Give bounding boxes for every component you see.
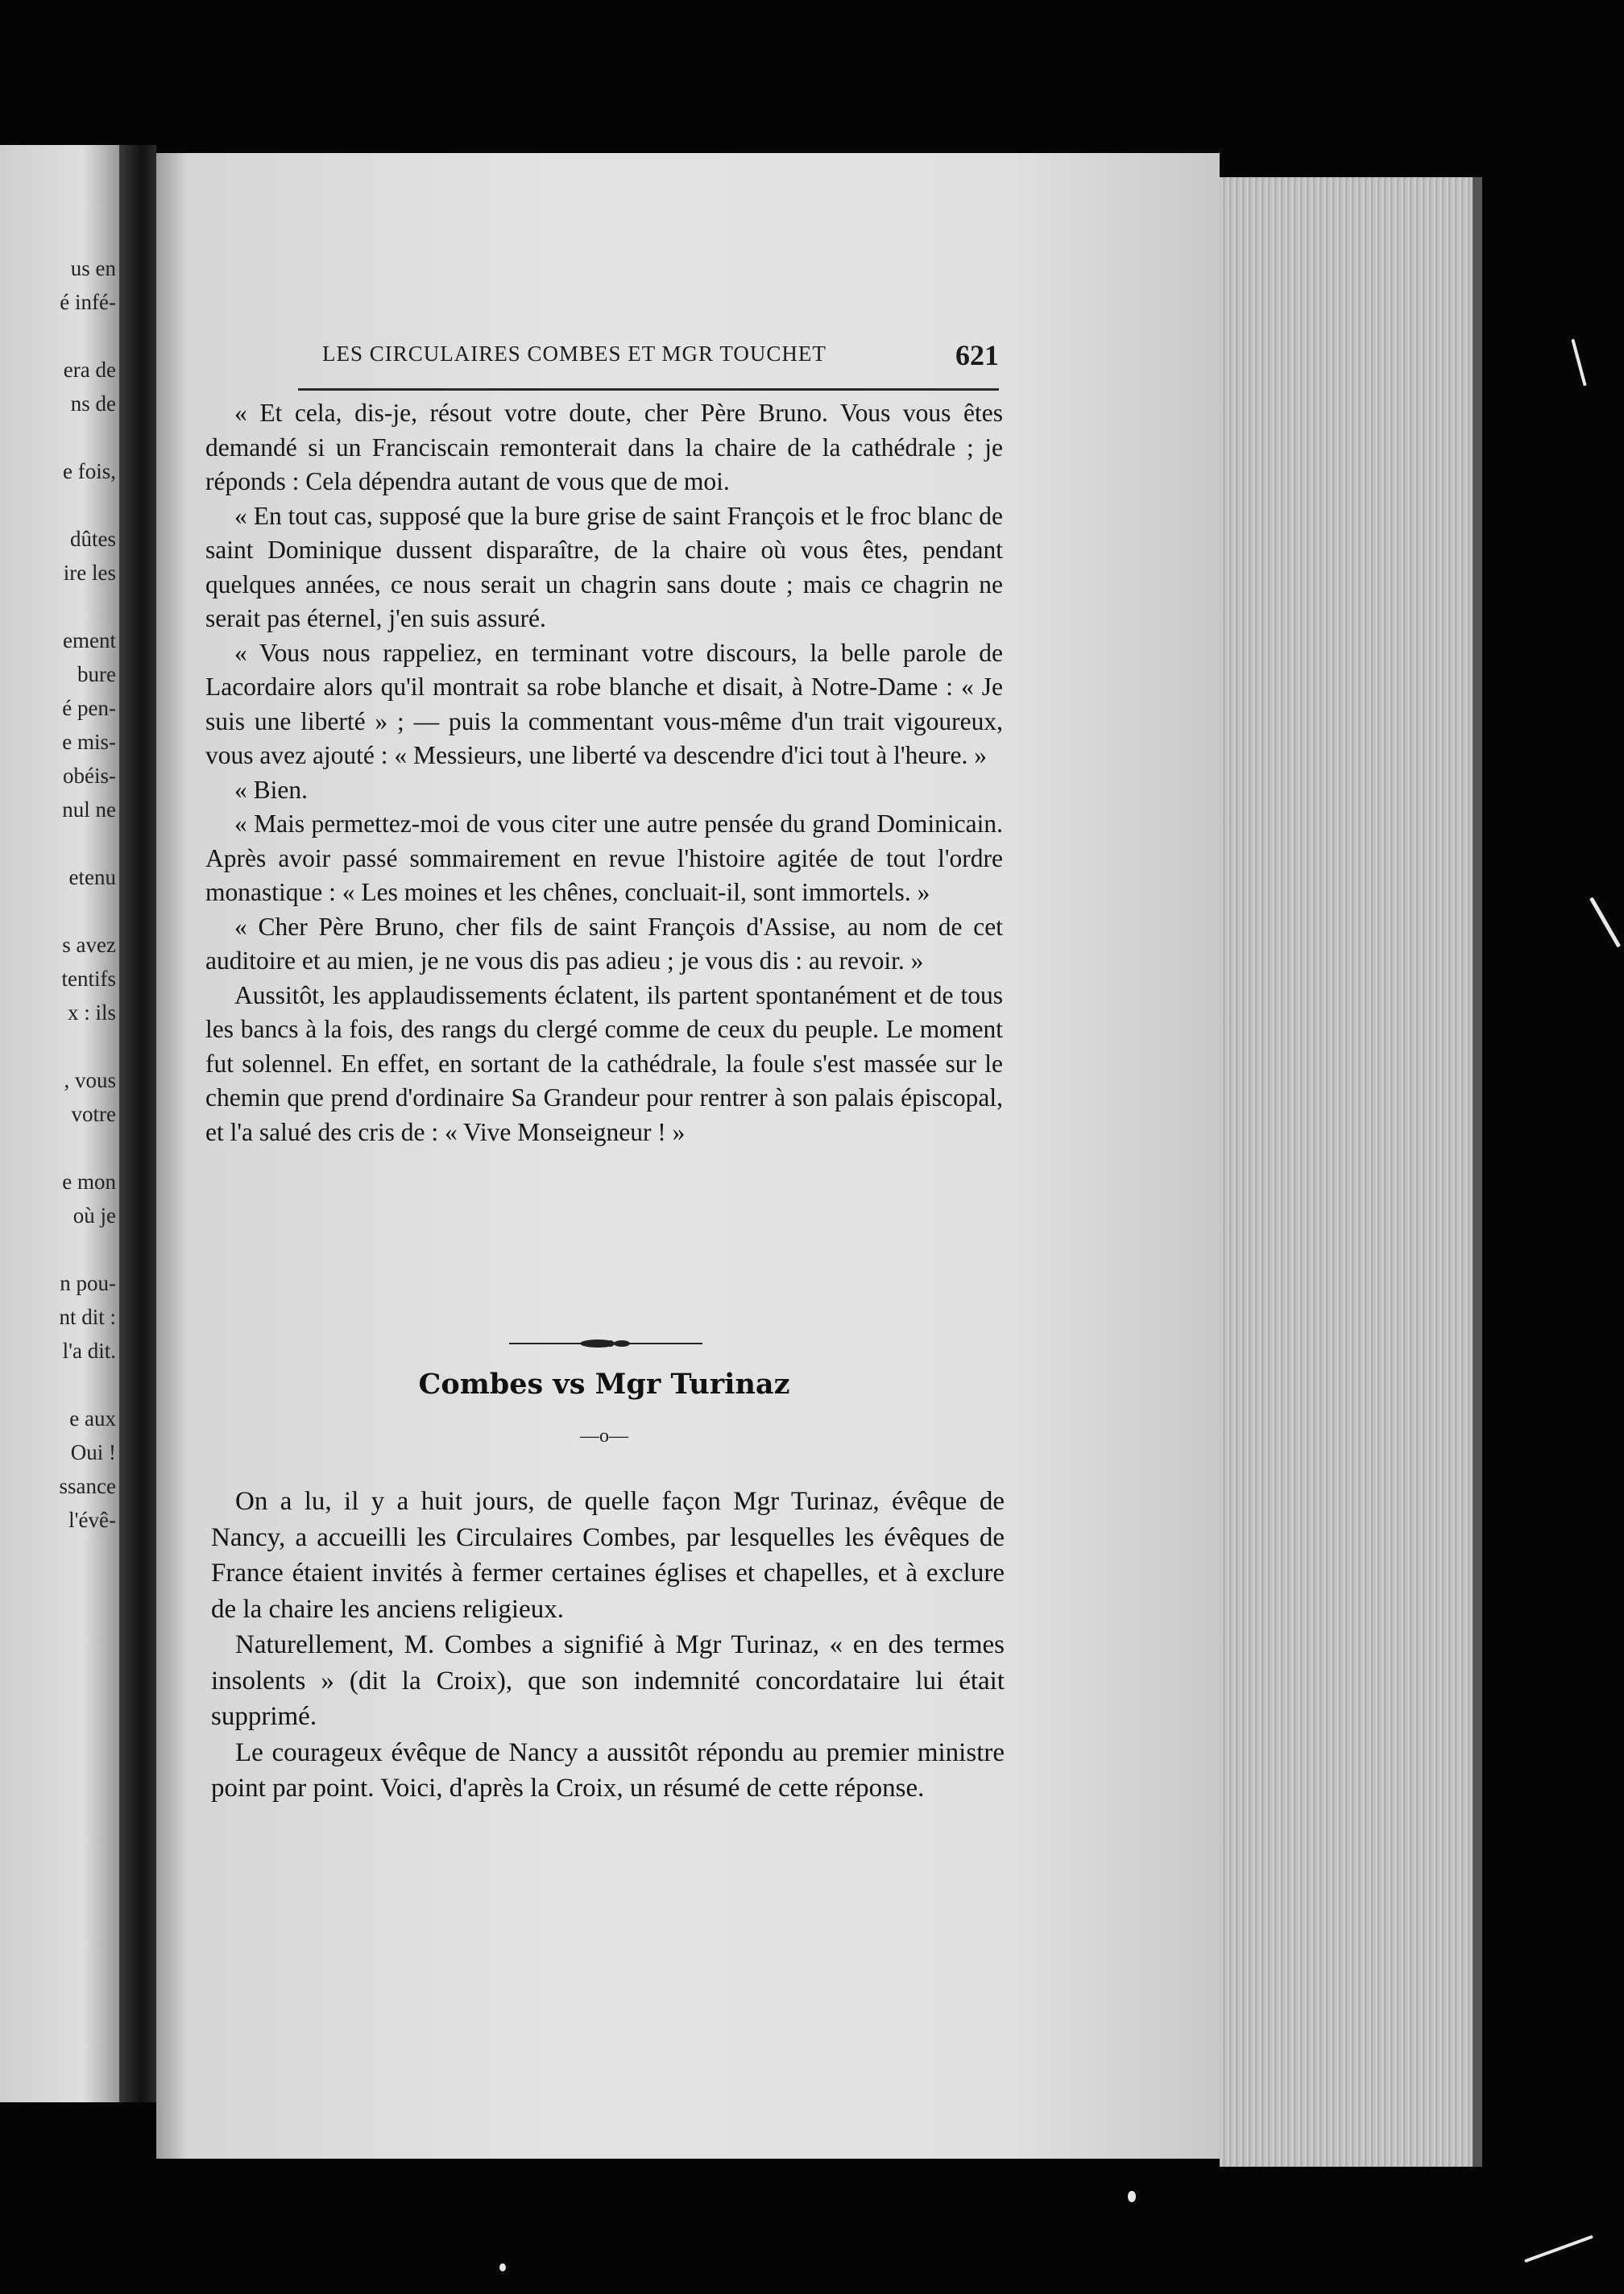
left-page-line: é infé- — [60, 290, 116, 314]
left-page-line: obéis- — [63, 764, 116, 788]
ornamental-divider — [509, 1337, 702, 1350]
left-page-line: ire les — [63, 561, 116, 585]
left-page-line: ns de — [70, 391, 116, 416]
paragraph: Aussitôt, les applaudissements éclatent, ils partent spontanément et de tous les bancs à la fois, des rangs du clergé comme de ceux du peuple. Le moment fut solennel. En effet, en sortant de la cathédrale, la foule s'est massée sur le chemin que prend d'ordinaire Sa Grandeur pour rentrer à son palais épiscopal, et l'a salué des cris de : « Vive Monseigneur ! » — [205, 980, 1003, 1146]
left-page-line: n pou- — [60, 1271, 116, 1295]
page-block-edge — [1220, 177, 1473, 2167]
dust-speck — [1524, 2235, 1593, 2263]
left-page-line: x : ils — [67, 1000, 116, 1025]
left-page-line: e mon — [62, 1170, 116, 1194]
section-body — [211, 1484, 1005, 1807]
section-separator: —o— — [580, 1426, 628, 1447]
left-page-line: ement — [63, 628, 116, 652]
dust-speck — [1571, 339, 1586, 387]
body-text — [205, 396, 1003, 1149]
paragraph: « Cher Père Bruno, cher fils de saint François d'Assise, au nom de cet auditoire et au mien, je ne vous dis pas adieu ; je vous dis : au revoir. » — [205, 912, 1003, 975]
left-page-line: dûtes — [70, 527, 116, 551]
paragraph: « En tout cas, supposé que la bure grise de saint François et le froc blanc de saint Dominique dussent disparaître, de la chaire où vous êtes, pendant quelques années, ce nous serait un chagrin sans doute ; mais ce chagrin ne serait pas éternel, j'en suis assuré. — [205, 501, 1003, 632]
left-page-line: é pen- — [62, 696, 116, 720]
page-number: 621 — [955, 339, 999, 371]
paragraph: Naturellement, M. Combes a signifié à Mgr Turinaz, « en des termes insolents » (dit la Croix), que son indemnité concordataire lui était supprimé. — [211, 1630, 1005, 1731]
paragraph: « Mais permettez-moi de vous citer une autre pensée du grand Dominicain. Après avoir passé sommairement en revue l'histoire agitée de tout l'ordre monastique : « Les moines et les chênes, concluait-il, sont immortels. » — [205, 810, 1003, 906]
paragraph: « Bien. — [234, 775, 308, 804]
left-page-line: l'évê- — [68, 1508, 116, 1532]
dust-speck — [1128, 2191, 1136, 2202]
header-rule — [298, 388, 999, 391]
left-page-line: où je — [72, 1203, 116, 1228]
left-page-line: s avez — [62, 933, 116, 957]
left-page-line: Oui ! — [70, 1440, 116, 1464]
left-page-line: nt dit : — [59, 1305, 116, 1329]
section-title: Combes vs Mgr Turinaz — [418, 1368, 790, 1401]
paragraph: On a lu, il y a huit jours, de quelle façon Mgr Turinaz, évêque de Nancy, a accueilli les Circulaires Combes, par lesquelles les évêques de France étaient invités à fermer certaines églises et chapelles, et à exclure de la chaire les anciens religieux. — [211, 1487, 1005, 1624]
left-facing-page — [0, 145, 119, 2102]
left-page-line: e aux — [69, 1406, 116, 1431]
paragraph: « Et cela, dis-je, résout votre doute, cher Père Bruno. Vous vous êtes demandé si un Franciscain remonterait dans la chaire de la cathédrale ; je réponds : Cela dépendra autant de vous que de moi. — [205, 399, 1003, 495]
left-page-line: etenu — [68, 865, 116, 889]
left-page-line: e mis- — [62, 730, 116, 754]
left-page-line: tentifs — [61, 967, 116, 991]
left-page-line: e fois, — [63, 459, 116, 483]
left-page-line: votre — [71, 1102, 116, 1126]
page-edge-shadow — [1473, 177, 1482, 2167]
running-head: LES CIRCULAIRES COMBES ET MGR TOUCHET — [322, 342, 826, 366]
dust-speck — [1589, 896, 1621, 947]
paragraph: Le courageux évêque de Nancy a aussitôt répondu au premier ministre point par point. Voici, d'après la Croix, un résumé de cette réponse. — [211, 1737, 1005, 1803]
dust-speck — [499, 2263, 506, 2271]
book-gutter — [119, 145, 156, 2102]
left-page-line: bure — [77, 662, 116, 686]
left-page-line: ssance — [59, 1474, 116, 1498]
left-page-line: l'a dit. — [62, 1339, 116, 1363]
left-page-line: era de — [63, 358, 116, 382]
left-page-line: us en — [70, 256, 116, 280]
paragraph: « Vous nous rappeliez, en terminant votre discours, la belle parole de Lacordaire alors qu'il montrait sa robe blanche et disait, à Notre-Dame : « Je suis une liberté » ; — puis la commentant vous-même d'un trait vigoureux, vous avez ajouté : « Messieurs, une liberté va descendre d'ici tout à l'heure. » — [205, 638, 1003, 769]
left-page-line: , vous — [64, 1068, 116, 1092]
page-header — [322, 338, 999, 371]
left-page-line: nul ne — [62, 797, 116, 822]
